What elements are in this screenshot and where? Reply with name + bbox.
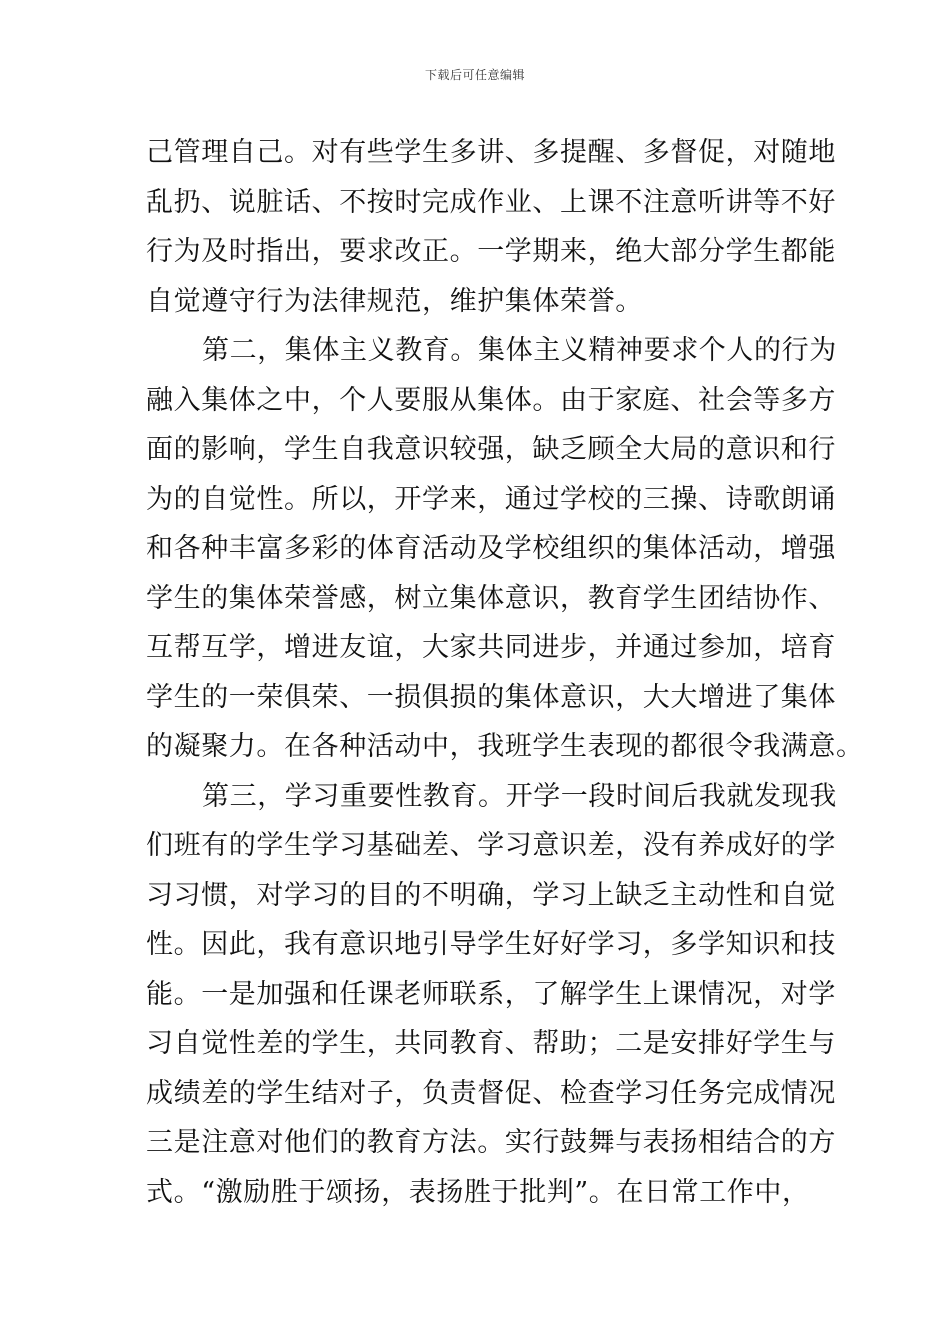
- page-header: 下载后可任意编辑: [424, 68, 525, 82]
- text-line: 的凝聚力。在各种活动中，我班学生表现的都很令我满意。: [146, 731, 864, 762]
- text-line: 面的影响，学生自我意识较强，缺乏顾全大局的意识和行: [146, 434, 836, 465]
- paragraph-start-line: 第三，学习重要性教育。开学一段时间后我就发现我: [202, 780, 837, 812]
- text-line: 学生的集体荣誉感，树立集体意识，教育学生团结协作、: [146, 582, 836, 614]
- text-line: 融入集体之中，个人要服从集体。由于家庭、社会等多方: [146, 384, 836, 416]
- text-line: 式。“激励胜于颂扬，表扬胜于批判”。在日常工作中，: [146, 1176, 810, 1208]
- text-line: 习习惯，对学习的目的不明确，学习上缺乏主动性和自觉: [146, 879, 836, 911]
- text-line: 乱扔、说脏话、不按时完成作业、上课不注意听讲等不好: [146, 186, 836, 218]
- text-line: 能。一是加强和任课老师联系，了解学生上课情况，对学: [146, 978, 836, 1010]
- text-line: 成绩差的学生结对子，负责督促、检查学习任务完成情况: [146, 1077, 836, 1109]
- text-line: 性。因此，我有意识地引导学生好好学习，多学知识和技: [146, 929, 836, 960]
- text-line: 为的自觉性。所以，开学来，通过学校的三操、诗歌朗诵: [146, 483, 836, 515]
- document-body: [146, 128, 864, 1217]
- text-line: 行为及时指出，要求改正。一学期来，绝大部分学生都能: [146, 236, 836, 267]
- text-line: 自觉遵守行为法律规范，维护集体荣誉。: [146, 285, 643, 317]
- text-line: 们班有的学生学习基础差、学习意识差，没有养成好的学: [146, 830, 836, 861]
- text-line: 和各种丰富多彩的体育活动及学校组织的集体活动，增强: [146, 533, 836, 564]
- paragraph-start-line: 第二，集体主义教育。集体主义精神要求个人的行为: [202, 335, 837, 366]
- text-line: 学生的一荣俱荣、一损俱损的集体意识，大大增进了集体: [146, 681, 836, 713]
- text-line: 习自觉性差的学生，共同教育、帮助；二是安排好学生与: [146, 1028, 836, 1059]
- text-line: 三是注意对他们的教育方法。实行鼓舞与表扬相结合的方: [146, 1127, 836, 1158]
- text-line: 互帮互学，增进友谊，大家共同进步，并通过参加，培育: [146, 632, 836, 663]
- text-line: 己管理自己。对有些学生多讲、多提醒、多督促，对随地: [146, 137, 836, 168]
